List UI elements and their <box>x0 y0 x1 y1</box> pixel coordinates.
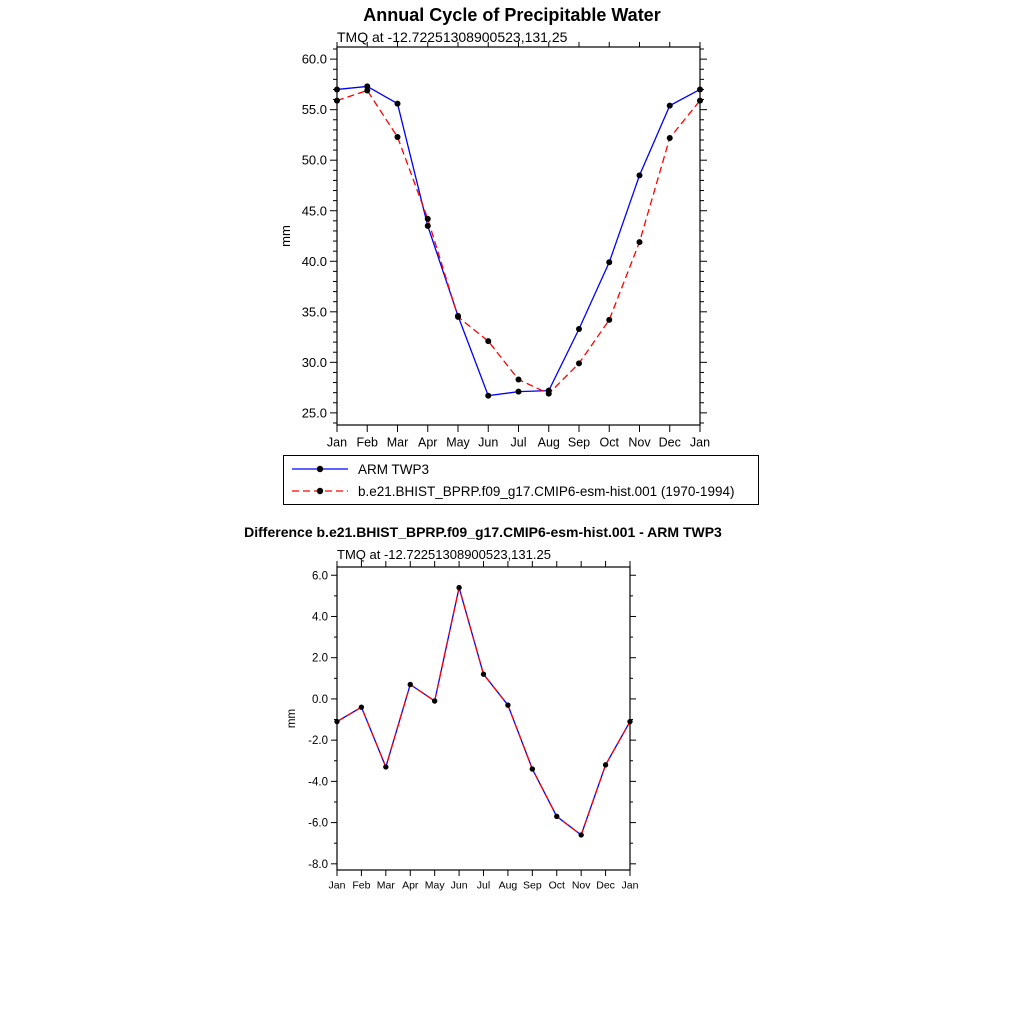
svg-text:50.0: 50.0 <box>301 152 327 168</box>
svg-text:Jul: Jul <box>510 435 527 450</box>
svg-text:mm: mm <box>278 225 293 247</box>
svg-text:Mar: Mar <box>386 435 409 450</box>
svg-text:Apr: Apr <box>402 879 419 892</box>
chart1-subtitle: TMQ at -12.72251308900523,131.25 <box>337 29 568 45</box>
svg-text:mm: mm <box>286 708 298 729</box>
legend-line-solid-icon <box>290 461 352 477</box>
svg-text:Dec: Dec <box>658 435 681 450</box>
svg-text:25.0: 25.0 <box>301 405 327 421</box>
svg-text:-8.0: -8.0 <box>308 858 328 871</box>
legend-label-model: b.e21.BHIST_BPRP.f09_g17.CMIP6-esm-hist.001 (1970-1994) <box>358 483 735 499</box>
svg-text:6.0: 6.0 <box>312 570 328 583</box>
legend-item-model <box>290 480 754 502</box>
svg-text:4.0: 4.0 <box>312 611 328 624</box>
svg-text:2.0: 2.0 <box>312 652 328 665</box>
svg-text:Oct: Oct <box>548 879 565 892</box>
svg-text:Mar: Mar <box>376 879 395 892</box>
svg-text:Feb: Feb <box>352 879 371 892</box>
svg-text:Jan: Jan <box>328 879 346 892</box>
svg-text:45.0: 45.0 <box>301 203 327 219</box>
legend-item-arm-twp3 <box>290 458 754 480</box>
svg-text:Jan: Jan <box>326 435 348 450</box>
legend-label-arm-twp3: ARM TWP3 <box>358 461 430 477</box>
svg-text:Apr: Apr <box>418 435 438 450</box>
svg-text:Jan: Jan <box>621 879 639 892</box>
svg-text:0.0: 0.0 <box>312 693 328 706</box>
svg-text:Jul: Jul <box>476 879 491 892</box>
svg-text:Oct: Oct <box>599 435 619 450</box>
svg-text:Aug: Aug <box>537 435 560 450</box>
svg-text:30.0: 30.0 <box>301 354 327 370</box>
svg-text:-4.0: -4.0 <box>308 776 328 789</box>
svg-text:Feb: Feb <box>356 435 379 450</box>
svg-text:Aug: Aug <box>498 879 518 892</box>
legend-line-dashed-icon <box>290 483 352 499</box>
svg-text:60.0: 60.0 <box>301 51 327 67</box>
svg-text:Sep: Sep <box>567 435 591 450</box>
chart2-plot <box>260 558 700 906</box>
svg-text:May: May <box>424 879 445 892</box>
svg-text:55.0: 55.0 <box>301 102 327 118</box>
chart1-legend <box>283 455 759 505</box>
svg-text:Jun: Jun <box>450 879 468 892</box>
svg-text:Dec: Dec <box>596 879 615 892</box>
svg-text:35.0: 35.0 <box>301 304 327 320</box>
svg-text:Jun: Jun <box>478 435 499 450</box>
svg-text:40.0: 40.0 <box>301 253 327 269</box>
chart2-subtitle: TMQ at -12.72251308900523,131.25 <box>337 547 551 562</box>
svg-text:May: May <box>446 435 470 450</box>
svg-text:Sep: Sep <box>522 879 542 892</box>
svg-text:Nov: Nov <box>628 435 651 450</box>
svg-text:Nov: Nov <box>571 879 591 892</box>
svg-text:-6.0: -6.0 <box>308 817 328 830</box>
svg-text:-2.0: -2.0 <box>308 735 328 748</box>
chart1-title: Annual Cycle of Precipitable Water <box>363 5 661 25</box>
svg-text:Jan: Jan <box>689 435 711 450</box>
chart2-title: Difference b.e21.BHIST_BPRP.f09_g17.CMIP6-esm-hist.001 - ARM TWP3 <box>244 524 722 540</box>
chart1-plot <box>255 42 780 454</box>
